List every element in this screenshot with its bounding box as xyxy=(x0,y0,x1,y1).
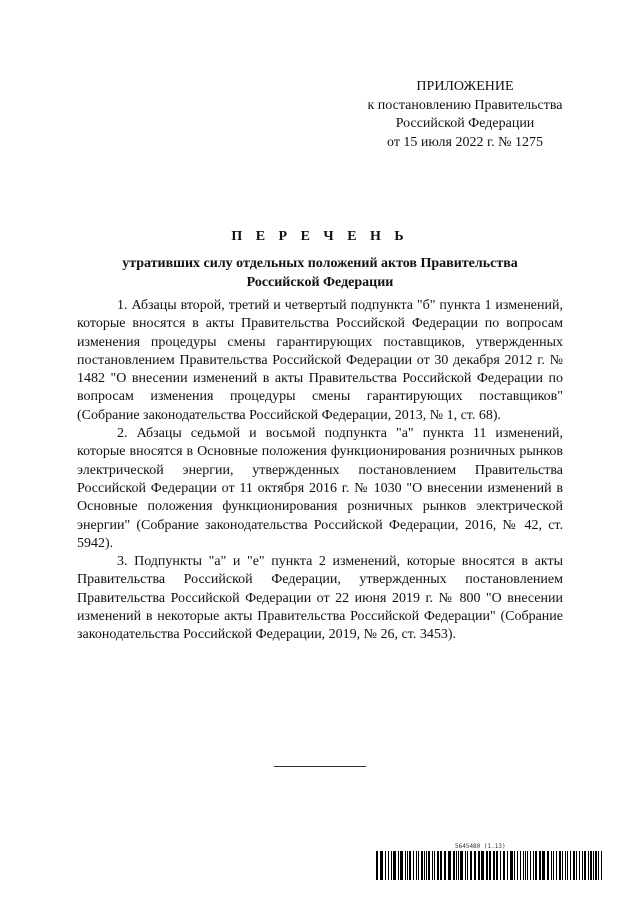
separator-line xyxy=(274,766,366,767)
paragraph-3: 3. Подпункты "а" и "е" пункта 2 изменений, которые вносятся в акты Правительства Российской Федерации, утвержденных постановлением Правительства Российской Федерации от 22 июня 2019 г. № 800 "О внесении изменений в некоторые акты Правительства Российской Федерации" (Собрание законодательства Российской Федерации, 2019, № 26, ст. 3453). xyxy=(77,554,563,643)
appendix-title: ПРИЛОЖЕНИЕ xyxy=(416,79,514,94)
paragraph-1: 1. Абзацы второй, третий и четвертый подпункта "б" пункта 1 изменений, которые вносятся в акты Правительства Российской Федерации по вопросам изменения процедуры смены гарантирующих поставщиков, утвержденных постановлением Правительства Российской Федерации от 30 декабря 2012 г. № 1482 "О внесении изменений в акты Правительства Российской Федерации по вопросам изменения процедуры смены гарантирующих поставщиков" (Собрание законодательства Российской Федерации, 2013, № 1, ст. 68). xyxy=(77,298,563,423)
document-code: 5645480 (1.13) xyxy=(455,843,506,850)
paragraph-2: 2. Абзацы седьмой и восьмой подпункта "а" пункта 11 изменений, которые вносятся в Основные положения функционирования розничных рынков электрической энергии, утвержденных постановлением Правительства Российской Федерации от 11 октября 2016 г. № 1030 "О внесении изменений в Основные положения функционирования розничных рынков электрической энергии" (Собрание законодательства Российской Федерации, 2016, № 42, ст. 5942). xyxy=(77,426,563,551)
appendix-line: к постановлению Правительства xyxy=(367,97,563,113)
document-subtitle xyxy=(60,255,580,292)
barcode xyxy=(376,851,602,880)
appendix-date: от 15 июля 2022 г. № 1275 xyxy=(387,134,543,150)
document-heading xyxy=(60,228,580,292)
appendix-line: Российской Федерации xyxy=(395,116,535,131)
document-title: П Е Р Е Ч Е Н Ь xyxy=(231,229,409,244)
subtitle-line: Российской Федерации xyxy=(246,274,394,290)
document-body xyxy=(77,297,563,645)
appendix-header xyxy=(340,78,590,152)
subtitle-line: утративших силу отдельных положений актов Правительства xyxy=(122,256,518,271)
